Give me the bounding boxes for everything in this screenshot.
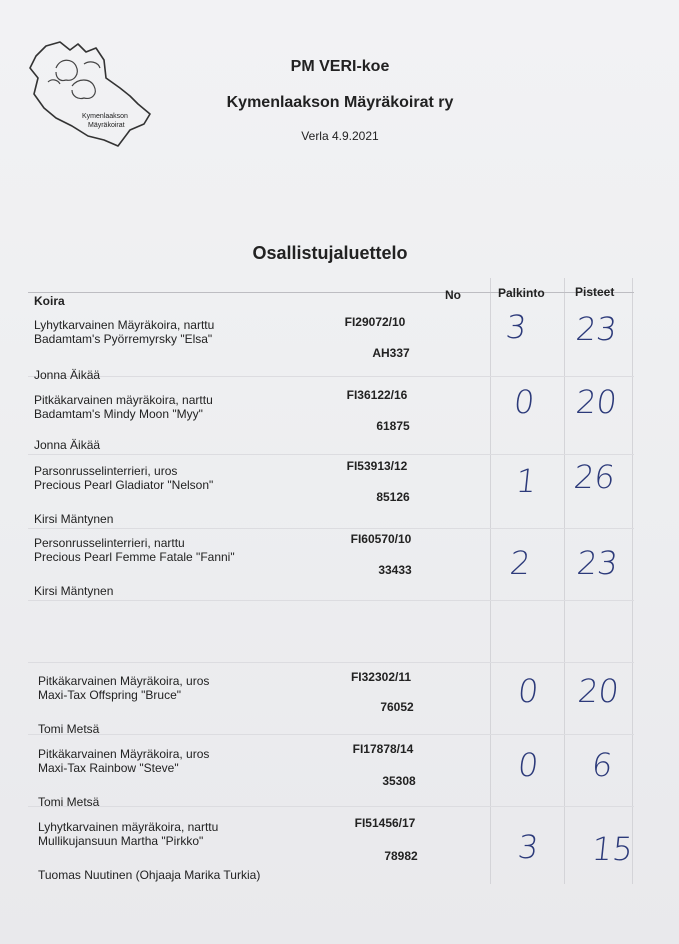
entry-dog-name: Badamtam's Pyörremyrsky "Elsa": [34, 332, 213, 346]
entry-owner: Jonna Äikää: [34, 438, 101, 452]
entry-owner: Kirsi Mäntynen: [34, 584, 114, 598]
column-header-no: No: [445, 288, 461, 302]
table-divider: [28, 600, 634, 601]
entry-breed: Parsonrusselinterrieri, uros: [34, 464, 178, 478]
entry-number: 76052: [380, 700, 414, 714]
entry-points: 23: [575, 544, 620, 582]
entry-number: 33433: [378, 563, 412, 577]
entry-points: 26: [572, 458, 617, 496]
entry-points: 23: [574, 310, 619, 348]
logo-text-1: Kymenlaakson: [82, 113, 128, 120]
entry-dog-name: Badamtam's Mindy Moon "Myy": [34, 407, 203, 421]
entry-registration: FI29072/10: [344, 315, 406, 329]
place-date: Verla 4.9.2021: [301, 129, 379, 143]
entry-registration: FI32302/11: [350, 670, 412, 684]
entry-breed: Personrusselinterrieri, narttu: [34, 536, 185, 550]
entry-owner: Tuomas Nuutinen (Ohjaaja Marika Turkia): [38, 868, 261, 882]
entry-dog-name: Maxi-Tax Rainbow "Steve": [38, 761, 179, 775]
list-title: Osallistujaluettelo: [252, 243, 408, 263]
table-divider: [28, 376, 634, 377]
table-divider: [28, 528, 634, 529]
entry-prize: 3: [504, 308, 529, 346]
entry-registration: FI53913/12: [346, 459, 408, 473]
table-divider: [490, 278, 491, 884]
entry-number: 61875: [376, 419, 410, 433]
entry-registration: FI36122/16: [346, 388, 408, 402]
column-header-dog: Koira: [34, 294, 65, 308]
entry-breed: Pitkäkarvainen mäyräkoira, narttu: [34, 393, 213, 407]
entry-dog-name: Maxi-Tax Offspring "Bruce": [38, 688, 182, 702]
entry-points: 20: [574, 383, 619, 421]
entry-number: 35308: [382, 774, 416, 788]
finland-map-dogs-icon: [26, 38, 158, 150]
club-logo: [26, 38, 158, 150]
entry-dog-name: Precious Pearl Femme Fatale "Fanni": [34, 550, 235, 564]
logo-text-2: Mäyräkoirat: [88, 122, 125, 129]
entry-prize: 3: [516, 828, 541, 866]
table-divider: [28, 806, 634, 807]
table-divider: [28, 454, 634, 455]
column-header-prize: Palkinto: [498, 286, 545, 300]
entry-number: 85126: [376, 490, 410, 504]
entry-number: 78982: [384, 849, 418, 863]
entry-breed: Lyhytkarvainen Mäyräkoira, narttu: [34, 318, 215, 332]
entry-prize: 0: [516, 746, 541, 784]
participant-table: [28, 278, 634, 884]
entry-number: AH337: [372, 346, 410, 360]
table-divider: [28, 734, 634, 735]
entry-prize: 0: [512, 383, 537, 421]
entry-registration: FI51456/17: [354, 816, 416, 830]
entry-owner: Tomi Metsä: [38, 795, 100, 809]
entry-points: 20: [576, 672, 621, 710]
entry-points: 6: [590, 746, 615, 784]
entry-breed: Lyhytkarvainen mäyräkoira, narttu: [38, 820, 219, 834]
entry-dog-name: Mullikujansuun Martha "Pirkko": [38, 834, 204, 848]
entry-prize: 0: [516, 672, 541, 710]
entry-points: 15: [590, 830, 635, 868]
table-divider: [28, 662, 634, 663]
column-header-points: Pisteet: [575, 285, 615, 299]
entry-owner: Tomi Metsä: [38, 722, 100, 736]
entry-registration: FI17878/14: [352, 742, 414, 756]
entry-registration: FI60570/10: [350, 532, 412, 546]
table-divider: [564, 278, 565, 884]
entry-breed: Pitkäkarvainen Mäyräkoira, uros: [38, 747, 210, 761]
entry-owner: Kirsi Mäntynen: [34, 512, 114, 526]
organization-name: Kymenlaakson Mäyräkoirat ry: [226, 94, 454, 111]
entry-breed: Pitkäkarvainen Mäyräkoira, uros: [38, 674, 210, 688]
entry-dog-name: Precious Pearl Gladiator "Nelson": [34, 478, 214, 492]
table-divider: [632, 278, 633, 884]
entry-prize: 2: [508, 544, 533, 582]
entry-prize: 1: [514, 462, 539, 500]
entry-owner: Jonna Äikää: [34, 368, 101, 382]
event-title: PM VERI-koe: [290, 58, 390, 75]
